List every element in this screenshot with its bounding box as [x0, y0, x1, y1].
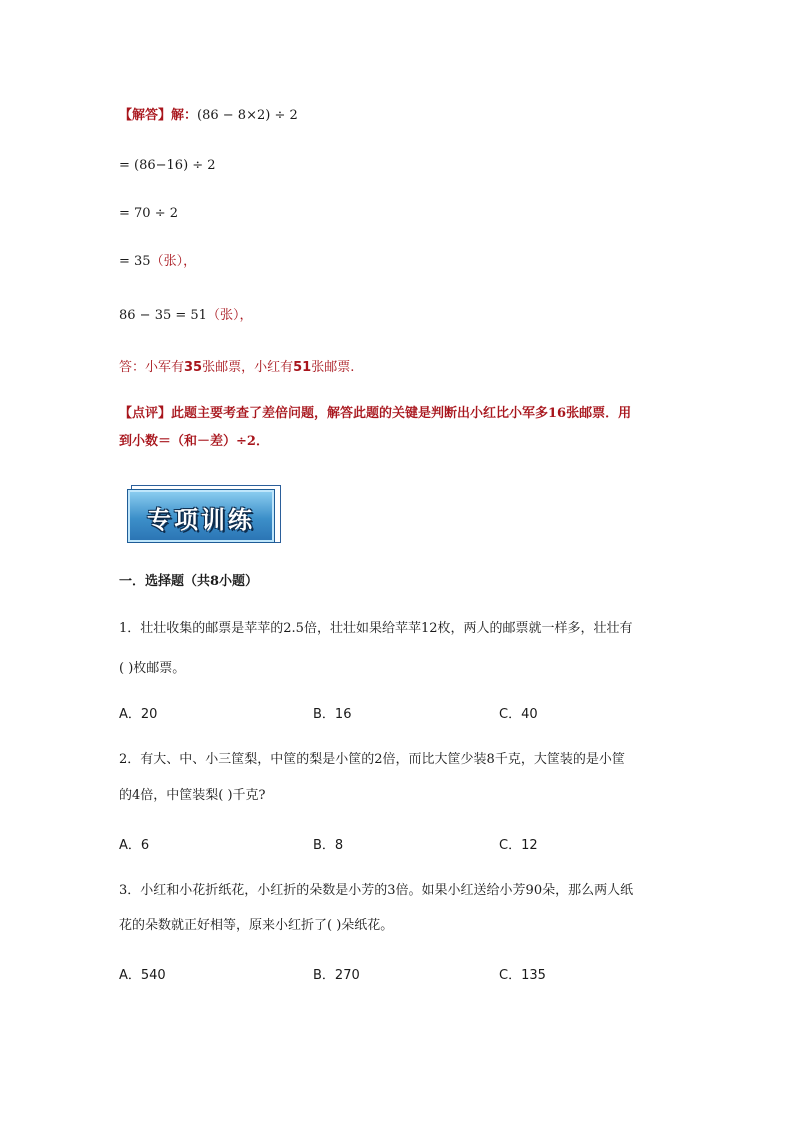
question-1-line-1: 1．壮壮收集的邮票是苹苹的2.5倍，壮壮如果给苹苹12枚，两人的邮票就一样多，壮壮有: [119, 621, 633, 636]
question-2-line-2: 的4倍，中筐装梨( )千克?: [119, 788, 266, 803]
comment-line-1: [119, 406, 631, 422]
solution-step-2: = 70 ÷ 2: [119, 206, 178, 221]
section-title: 一．选择题（共8小题）: [119, 574, 259, 589]
solution-header: [119, 108, 298, 124]
section-banner: [127, 485, 279, 547]
question-1-option-a[interactable]: A．20: [119, 707, 158, 722]
question-2-option-b[interactable]: B．8: [313, 838, 344, 853]
answer-mid: 张邮票，小红有: [202, 360, 294, 375]
question-3-option-b[interactable]: B．270: [313, 968, 360, 983]
question-2-option-a[interactable]: A．6: [119, 838, 150, 853]
question-3-option-a[interactable]: A．540: [119, 968, 166, 983]
answer-n1: 35: [184, 360, 203, 375]
question-3-option-c[interactable]: C．135: [499, 968, 546, 983]
question-2-line-1: 2．有大、中、小三筐梨，中筐的梨是小筐的2倍，而比大筐少装8千克，大筐装的是小筐: [119, 752, 625, 767]
solution-step-1: = (86−16) ÷ 2: [119, 158, 216, 173]
comment-label: 【点评】: [119, 406, 172, 421]
question-3-line-2: 花的朵数就正好相等，原来小红折了( )朵纸花。: [119, 918, 394, 933]
comment-text-1: 此题主要考查了差倍问题，解答此题的关键是判断出小红比小军多16张邮票．用: [171, 406, 632, 421]
question-3-line-1: 3．小红和小花折纸花，小红折的朵数是小芳的3倍。如果小红送给小芳90朵，那么两人纸: [119, 883, 634, 898]
solution-expr: (86 − 8×2) ÷ 2: [197, 108, 298, 123]
solution-step-3-num: = 35: [119, 254, 151, 269]
solution-step-3-unit: （张），: [150, 254, 197, 269]
solution-label: 【解答】: [119, 108, 172, 123]
answer-pre: 答：小军有: [119, 360, 185, 375]
question-1-option-b[interactable]: B．16: [313, 707, 352, 722]
solution-answer: [119, 360, 354, 376]
solution-step-4: [119, 308, 252, 324]
banner-text: 专项训练: [147, 506, 255, 534]
question-1-option-c[interactable]: C．40: [499, 707, 538, 722]
answer-end: 张邮票.: [311, 360, 355, 375]
solution-step-4-unit: （张），: [206, 308, 253, 323]
comment-line-2: 到小数＝（和－差）÷2．: [119, 434, 269, 449]
solution-step-3: [119, 254, 196, 270]
solution-intro: 解：: [171, 108, 198, 123]
solution-step-4-num: 86 − 35 = 51: [119, 308, 207, 323]
question-1-line-2: ( )枚邮票。: [119, 661, 186, 676]
question-2-option-c[interactable]: C．12: [499, 838, 538, 853]
banner-box: [127, 489, 275, 543]
answer-n2: 51: [293, 360, 312, 375]
